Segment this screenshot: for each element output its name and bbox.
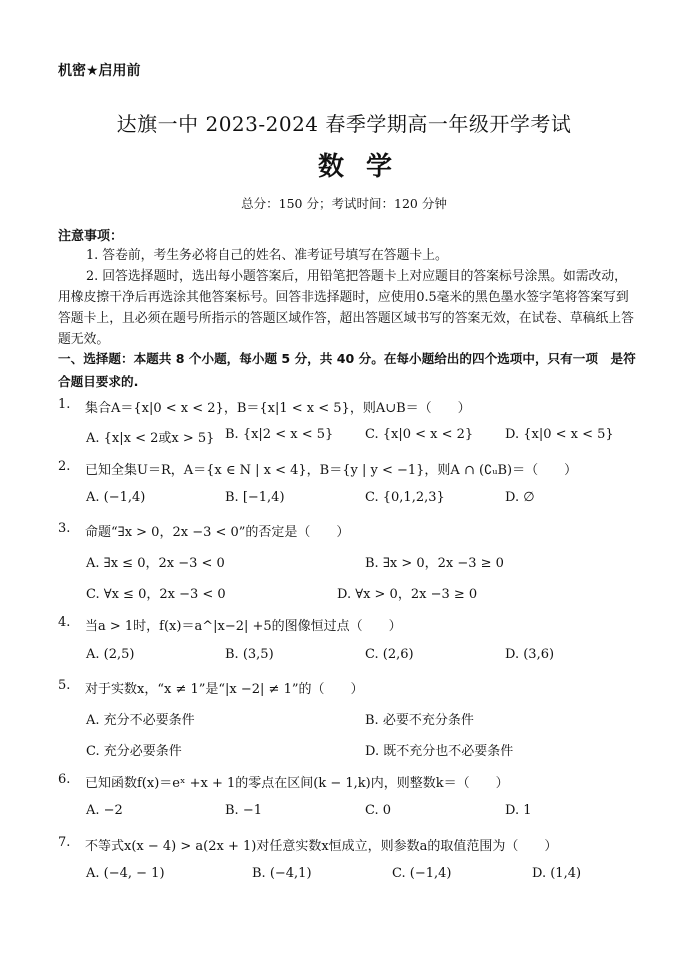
option-b: B. ∃x > 0，2x −3 ≥ 0 [365, 556, 504, 571]
subject-title: 数学 [317, 152, 414, 182]
question-stem: 已知函数f(x)＝eˣ +x + 1的零点在区间(k − 1,k)内，则整数k＝（ ） [85, 776, 509, 791]
option-d: D. ∅ [505, 490, 535, 505]
question-number: 6. [58, 772, 71, 787]
option-b: B. {x|2 < x < 5} [225, 427, 334, 442]
option-b: B. (3,5) [225, 647, 274, 662]
question-number: 5. [58, 678, 71, 693]
option-c: C. (−1,4) [392, 866, 452, 881]
question-number: 3. [58, 521, 71, 536]
option-b: B. [−1,4) [225, 490, 285, 505]
exam-meta: 总分：150 分；考试时间：120 分钟 [241, 196, 447, 211]
confidential-mark: 机密★启用前 [58, 63, 141, 79]
question-number: 7. [58, 835, 71, 850]
option-a: A. ∃x ≤ 0，2x −3 < 0 [86, 556, 225, 571]
question-stem: 对于实数x，“x ≠ 1”是“|x −2| ≠ 1”的（ ） [85, 682, 364, 697]
question-stem: 当a > 1时，f(x)＝a^|x−2| +5的图像恒过点（ ） [85, 619, 402, 634]
option-c: C. 0 [365, 803, 392, 818]
question-stem: 命题“∃x > 0，2x −3 < 0”的否定是（ ） [85, 525, 350, 540]
option-d: D. 既不充分也不必要条件 [365, 744, 514, 759]
option-b: B. (−4,1) [252, 866, 312, 881]
option-c: C. (2,6) [365, 647, 414, 662]
option-a: A. (−1,4) [86, 490, 146, 505]
option-c: C. 充分必要条件 [86, 744, 182, 759]
note-item: 2. 回答选择题时，选出每小题答案后，用铅笔把答题卡上对应题目的答案标号涂黑。如需改动，用橡皮擦干净后再选涂其他答案标号。回答非选择题时，应使用0.5毫米的黑色墨水签字笔将答案写到答题卡上，且必须在题号所指示的答题区域作答，超出答题区域书写的答案无效，在试卷、草稿纸上答题无效。 [58, 269, 634, 347]
section-heading: 一、选择题：本题共 8 个小题，每小题 5 分，共 40 分。在每小题给出的四个选项中，只有一项 是符合题目要求的. [58, 351, 636, 389]
option-d: D. 1 [505, 803, 532, 818]
notes-heading: 注意事项： [58, 229, 124, 244]
option-d: D. (1,4) [532, 866, 582, 881]
option-c: C. {0,1,2,3} [365, 490, 445, 505]
option-c: C. ∀x ≤ 0，2x −3 < 0 [86, 587, 226, 602]
option-a: A. (−4, − 1) [86, 866, 165, 881]
question-number: 1. [58, 397, 71, 412]
option-a: A. (2,5) [86, 647, 135, 662]
option-d: D. {x|0 < x < 5} [505, 427, 614, 442]
question-number: 4. [58, 615, 71, 630]
option-b: B. 必要不充分条件 [365, 713, 474, 728]
question-number: 2. [58, 459, 71, 474]
question-stem: 已知全集U＝R，A＝{x ∈ N | x < 4}，B＝{y | y < −1}，则A ∩ (∁ᵤB)＝（ ） [85, 463, 578, 478]
option-d: D. (3,6) [505, 647, 555, 662]
exam-title: 达旗一中 2023-2024 春季学期高一年级开学考试 [116, 112, 572, 136]
note-item: 1. 答卷前，考生务必将自己的姓名、准考证号填写在答题卡上。 [86, 248, 448, 263]
question-stem: 不等式x(x − 4) > a(2x + 1)对任意实数x恒成立，则参数a的取值范围为（ ） [85, 839, 558, 854]
option-c: C. {x|0 < x < 2} [365, 427, 474, 442]
option-a: A. {x|x < 2或x > 5} [86, 431, 215, 446]
option-a: A. −2 [86, 803, 123, 818]
option-a: A. 充分不必要条件 [86, 713, 195, 728]
option-b: B. −1 [225, 803, 262, 818]
option-d: D. ∀x > 0，2x −3 ≥ 0 [337, 587, 478, 602]
question-stem: 集合A＝{x|0 < x < 2}，B＝{x|1 < x < 5}，则A∪B＝（ ） [85, 401, 471, 416]
